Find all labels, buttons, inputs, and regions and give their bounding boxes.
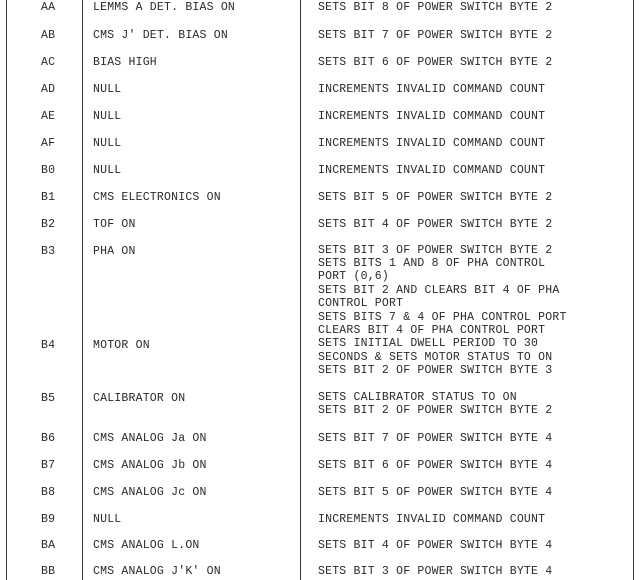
row-code: B6 (41, 432, 56, 445)
row-code: AF (41, 137, 56, 150)
row-description-line: SETS BIT 2 OF POWER SWITCH BYTE 2 (318, 404, 553, 417)
row-description-line: SETS BIT 6 OF POWER SWITCH BYTE 4 (318, 459, 553, 472)
row-code: AC (41, 56, 56, 69)
row-code: B9 (41, 513, 56, 526)
row-description-line: SETS BIT 7 OF POWER SWITCH BYTE 4 (318, 432, 553, 445)
row-command: CALIBRATOR ON (93, 392, 186, 405)
row-description-line: PORT (0,6) (318, 270, 390, 283)
row-code: AB (41, 29, 56, 42)
row-code: B8 (41, 486, 56, 499)
row-description-line: SETS INITIAL DWELL PERIOD TO 30 (318, 337, 539, 350)
row-description-line: SETS BIT 6 OF POWER SWITCH BYTE 2 (318, 56, 553, 69)
row-command: CMS ELECTRONICS ON (93, 191, 221, 204)
row-description-line: SETS BIT 5 OF POWER SWITCH BYTE 2 (318, 191, 553, 204)
row-description-line: SETS BITS 1 AND 8 OF PHA CONTROL (318, 257, 546, 270)
table-border-left (6, 0, 7, 580)
row-command: CMS ANALOG Jb ON (93, 459, 207, 472)
table-border-right (633, 0, 634, 580)
row-command: PHA ON (93, 245, 136, 258)
row-command: TOF ON (93, 218, 136, 231)
column-divider-code (82, 0, 83, 580)
row-description-line: SETS CALIBRATOR STATUS TO ON (318, 391, 517, 404)
row-description-line: SETS BIT 4 OF POWER SWITCH BYTE 4 (318, 539, 553, 552)
row-code: AD (41, 83, 56, 96)
row-code: BB (41, 565, 56, 578)
row-description-line: INCREMENTS INVALID COMMAND COUNT (318, 110, 546, 123)
row-description-line: SETS BIT 3 OF POWER SWITCH BYTE 2 (318, 244, 553, 257)
row-code: BA (41, 539, 56, 552)
row-command: NULL (93, 110, 122, 123)
row-command: CMS ANALOG J'K' ON (93, 565, 221, 578)
row-code: B3 (41, 245, 56, 258)
row-code: B5 (41, 392, 56, 405)
row-description-line: SETS BIT 4 OF POWER SWITCH BYTE 2 (318, 218, 553, 231)
row-description-line: SETS BIT 5 OF POWER SWITCH BYTE 4 (318, 486, 553, 499)
row-description-line: INCREMENTS INVALID COMMAND COUNT (318, 164, 546, 177)
row-description-line: SETS BIT 2 AND CLEARS BIT 4 OF PHA (318, 284, 560, 297)
row-command: NULL (93, 513, 122, 526)
row-code: B1 (41, 191, 56, 204)
row-code: AE (41, 110, 56, 123)
row-description-line: INCREMENTS INVALID COMMAND COUNT (318, 83, 546, 96)
row-code: B4 (41, 339, 56, 352)
row-description-line: SETS BITS 7 & 4 OF PHA CONTROL PORT (318, 311, 567, 324)
row-code: AA (41, 1, 56, 14)
row-description-line: SECONDS & SETS MOTOR STATUS TO ON (318, 351, 553, 364)
row-description-line: SETS BIT 8 OF POWER SWITCH BYTE 2 (318, 1, 553, 14)
row-command: LEMMS A DET. BIAS ON (93, 1, 236, 14)
row-description-line: INCREMENTS INVALID COMMAND COUNT (318, 137, 546, 150)
row-command: BIAS HIGH (93, 56, 157, 69)
column-divider-command (300, 0, 301, 580)
row-command: NULL (93, 164, 122, 177)
row-description-line: SETS BIT 7 OF POWER SWITCH BYTE 2 (318, 29, 553, 42)
row-code: B7 (41, 459, 56, 472)
row-description-line: CLEARS BIT 4 OF PHA CONTROL PORT (318, 324, 546, 337)
row-description-line: INCREMENTS INVALID COMMAND COUNT (318, 513, 546, 526)
row-code: B2 (41, 218, 56, 231)
row-command: MOTOR ON (93, 339, 150, 352)
row-command: CMS ANALOG L.ON (93, 539, 200, 552)
row-command: NULL (93, 137, 122, 150)
row-description-line: CONTROL PORT (318, 297, 404, 310)
row-command: CMS ANALOG Jc ON (93, 486, 207, 499)
row-description-line: SETS BIT 3 OF POWER SWITCH BYTE 4 (318, 565, 553, 578)
row-command: CMS ANALOG Ja ON (93, 432, 207, 445)
row-description-line: SETS BIT 2 OF POWER SWITCH BYTE 3 (318, 364, 553, 377)
row-command: NULL (93, 83, 122, 96)
row-command: CMS J' DET. BIAS ON (93, 29, 228, 42)
row-code: B0 (41, 164, 56, 177)
